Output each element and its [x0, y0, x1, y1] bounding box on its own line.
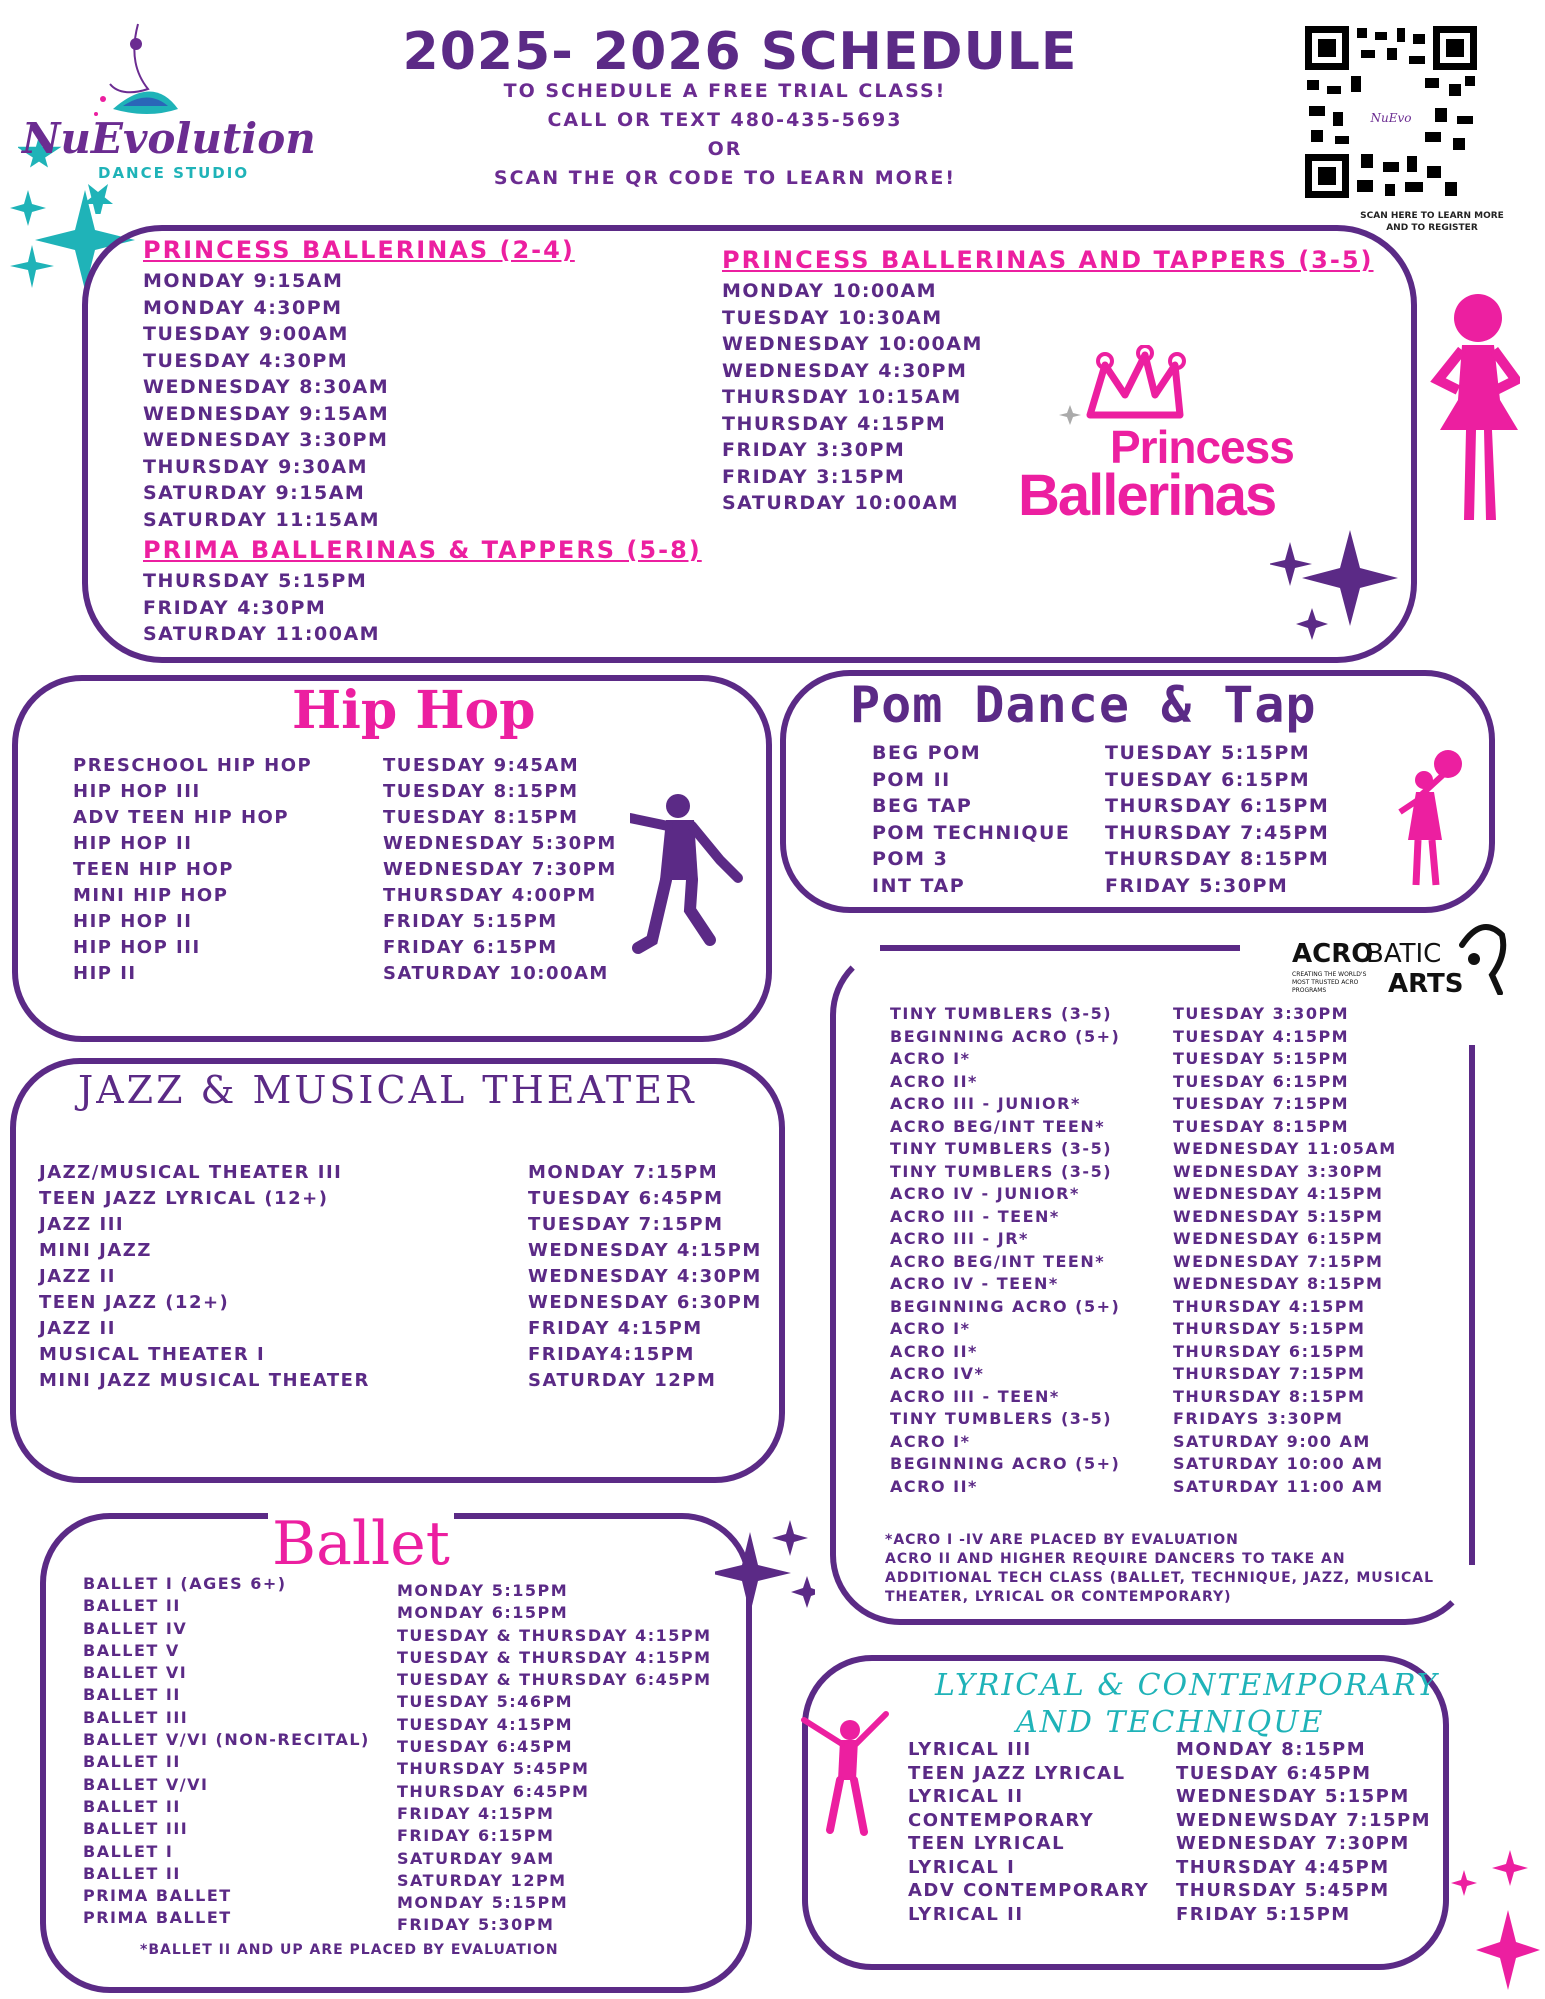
hiphop-title: Hip Hop — [292, 680, 536, 741]
list-item: BALLET II — [83, 1796, 181, 1816]
list-item: WEDNESDAY 3:30PM — [1173, 1161, 1384, 1181]
list-item: BALLET III — [83, 1707, 189, 1727]
list-item: FRIDAY 5:30PM — [1105, 874, 1289, 897]
list-item: ACRO BEG/INT TEEN* — [890, 1116, 1106, 1136]
list-item: THURSDAY 5:45PM — [1176, 1880, 1390, 1901]
list-item: ACRO III - TEEN* — [890, 1386, 1060, 1406]
acro-logo-tagline: CREATING THE WORLD'S MOST TRUSTED ACRO PROGRAMS — [1292, 971, 1367, 994]
list-item: TEEN LYRICAL — [908, 1833, 1066, 1854]
acro-note-4: THEATER, LYRICAL OR CONTEMPORARY) — [885, 1589, 1232, 1605]
list-item: ACRO II* — [890, 1341, 978, 1361]
list-item: BEGINNING ACRO (5+) — [890, 1026, 1121, 1046]
list-item: SATURDAY 11:15AM — [143, 508, 381, 531]
list-item: TUESDAY 6:15PM — [1105, 768, 1311, 791]
list-item: FRIDAY 3:15PM — [722, 465, 906, 488]
list-item: ACRO IV - JUNIOR* — [890, 1184, 1080, 1203]
list-item: FRIDAY 4:15PM — [397, 1803, 555, 1823]
list-item: TUESDAY 9:00AM — [143, 323, 349, 345]
list-item: THURSDAY 7:45PM — [1105, 821, 1330, 844]
page-title: 2025- 2026 SCHEDULE — [402, 22, 1078, 82]
list-item: ACRO IV* — [890, 1364, 985, 1383]
header-line-1: TO SCHEDULE A FREE TRIAL CLASS! — [503, 80, 947, 102]
list-item: SATURDAY 9AM — [397, 1848, 555, 1868]
list-item: FRIDAY 4:30PM — [143, 596, 327, 619]
list-item: JAZZ III — [39, 1214, 125, 1235]
list-item: TUESDAY 8:15PM — [383, 807, 579, 828]
list-item: WEDNESDAY 11:05AM — [1173, 1139, 1397, 1158]
ballet-note: *BALLET II AND UP ARE PLACED BY EVALUATION — [140, 1942, 559, 1958]
list-item: WEDNESDAY 7:30PM — [383, 859, 617, 880]
jazz-classes — [39, 1160, 370, 1394]
lyrical-classes — [908, 1738, 1149, 1926]
acro-logo — [1292, 935, 1512, 1005]
list-item: POM TECHNIQUE — [872, 821, 1071, 844]
list-item: MONDAY 5:15PM — [397, 1893, 569, 1913]
list-item: TUESDAY 3:30PM — [1173, 1004, 1350, 1023]
list-item: TUESDAY & THURSDAY 4:15PM — [397, 1625, 712, 1645]
header-line-4: SCAN THE QR CODE TO LEARN MORE! — [493, 167, 957, 189]
list-item: WEDNESDAY 5:15PM — [1176, 1786, 1410, 1807]
purple-sparkle-icon — [1270, 530, 1400, 640]
cheerleader-icon — [1390, 750, 1470, 890]
list-item: BALLET V — [83, 1640, 180, 1660]
list-item: WEDNESDAY 4:15PM — [528, 1240, 762, 1261]
qr-code[interactable] — [1305, 26, 1477, 198]
list-item: BALLET III — [83, 1819, 189, 1839]
list-item: JAZZ II — [39, 1266, 116, 1287]
list-item: SATURDAY 9:00 AM — [1173, 1431, 1371, 1451]
list-item: TUESDAY 5:46PM — [397, 1692, 574, 1712]
list-item: THURSDAY 6:15PM — [1105, 795, 1330, 817]
list-item: WEDNESDAY 10:00AM — [722, 333, 983, 355]
list-item: MINI HIP HOP — [73, 885, 229, 906]
list-item: HIP HOP II — [73, 911, 193, 932]
list-item: ACRO I* — [890, 1319, 971, 1338]
pom-times — [1105, 740, 1329, 899]
list-item: THURSDAY 5:15PM — [1173, 1319, 1366, 1338]
list-item: WEDNESDAY 4:30PM — [528, 1266, 762, 1287]
list-item: BALLET II — [83, 1685, 181, 1705]
list-item: WEDNESDAY 9:15AM — [143, 402, 390, 425]
list-item: LYRICAL I — [908, 1856, 1016, 1878]
acro-top-line — [880, 945, 1240, 951]
list-item: THURSDAY 6:15PM — [1173, 1341, 1366, 1361]
gymnast-icon — [1452, 915, 1512, 995]
list-item: TEEN HIP HOP — [73, 859, 234, 880]
list-item: BALLET V/VI (NON-RECITAL) — [83, 1730, 370, 1750]
list-item: THURSDAY 4:15PM — [1173, 1296, 1366, 1316]
acro-note-3: ADDITIONAL TECH CLASS (BALLET, TECHNIQUE, JAZZ, MUSICAL — [885, 1570, 1434, 1586]
ballet-classes — [83, 1573, 370, 1930]
ballet-times — [397, 1580, 712, 1937]
jazz-times — [528, 1160, 762, 1394]
prima-heading: PRIMA BALLERINAS & TAPPERS (5-8) — [143, 536, 702, 564]
list-item: WEDNESDAY 4:15PM — [1173, 1184, 1384, 1203]
list-item: TINY TUMBLERS (3-5) — [890, 1004, 1113, 1023]
list-item: FRIDAY4:15PM — [528, 1344, 695, 1365]
list-item: THURSDAY 4:15PM — [722, 412, 947, 435]
list-item: BALLET I — [83, 1841, 174, 1861]
list-item: LYRICAL III — [908, 1739, 1032, 1760]
list-item: MONDAY 4:30PM — [143, 296, 343, 319]
list-item: INT TAP — [872, 874, 966, 897]
list-item: THURSDAY 7:15PM — [1173, 1364, 1366, 1383]
list-item: MONDAY 7:15PM — [528, 1162, 719, 1183]
ballerina-silhouette-icon — [1430, 290, 1520, 540]
acro-logo-b: BATIC — [1366, 939, 1442, 969]
list-item: MUSICAL THEATER I — [39, 1344, 266, 1365]
list-item: SATURDAY 11:00AM — [143, 623, 381, 645]
list-item: TUESDAY 4:15PM — [397, 1714, 574, 1734]
header-line-3: OR — [707, 138, 743, 160]
lyrical-times — [1176, 1738, 1431, 1926]
list-item: FRIDAY 5:15PM — [383, 911, 558, 932]
list-item: ACRO BEG/INT TEEN* — [890, 1251, 1106, 1271]
list-item: WEDNESDAY 8:15PM — [1173, 1274, 1384, 1293]
pom-classes — [872, 740, 1070, 899]
list-item: THURSDAY 8:15PM — [1105, 848, 1330, 870]
list-item: WEDNESDAY 6:15PM — [1173, 1229, 1384, 1248]
list-item: WEDNESDAY 6:30PM — [528, 1292, 762, 1313]
list-item: SATURDAY 9:15AM — [143, 482, 366, 504]
lyrical-title-1: LYRICAL & CONTEMPORARY — [935, 1668, 1439, 1703]
acro-logo-c: ARTS — [1388, 969, 1464, 999]
list-item: TUESDAY & THURSDAY 4:15PM — [397, 1647, 712, 1667]
acro-right-line — [1469, 1045, 1475, 1565]
princess-3-5-list — [722, 278, 983, 517]
list-item: THURSDAY 5:15PM — [143, 570, 368, 592]
logo-brand: NuEvolution — [22, 114, 316, 163]
list-item: TEEN JAZZ LYRICAL (12+) — [39, 1188, 329, 1209]
list-item: BEGINNING ACRO (5+) — [890, 1454, 1121, 1473]
purple-sparkle-icon — [715, 1520, 815, 1620]
acro-note-2: ACRO II AND HIGHER REQUIRE DANCERS TO TAKE AN — [885, 1551, 1346, 1567]
list-item: WEDNESDAY 7:15PM — [1173, 1251, 1384, 1271]
list-item: ADV CONTEMPORARY — [908, 1880, 1150, 1901]
svg-text:NuEvo: NuEvo — [1370, 111, 1412, 125]
list-item: TUESDAY 4:30PM — [143, 349, 349, 372]
list-item: ACRO IV - TEEN* — [890, 1274, 1059, 1293]
list-item: BEGINNING ACRO (5+) — [890, 1296, 1121, 1316]
list-item: JAZZ II — [39, 1318, 116, 1339]
list-item: MONDAY 8:15PM — [1176, 1739, 1367, 1760]
list-item: THURSDAY 10:15AM — [722, 386, 962, 408]
acro-logo-a: ACRO — [1292, 939, 1374, 969]
list-item: TINY TUMBLERS (3-5) — [890, 1161, 1113, 1181]
list-item: TUESDAY 10:30AM — [722, 306, 943, 329]
list-item: FRIDAYS 3:30PM — [1173, 1409, 1344, 1428]
list-item: WEDNESDAY 7:30PM — [1176, 1833, 1410, 1854]
list-item: BALLET II — [83, 1596, 181, 1616]
list-item: SATURDAY 12PM — [528, 1370, 717, 1391]
hiphop-classes — [73, 753, 312, 987]
list-item: WEDNESDAY 5:30PM — [383, 833, 617, 854]
lyrical-title-2: AND TECHNIQUE — [1016, 1705, 1325, 1740]
jazz-title: JAZZ & MUSICAL THEATER — [78, 1068, 697, 1112]
list-item: BEG POM — [872, 742, 982, 764]
list-item: FRIDAY 5:30PM — [397, 1915, 555, 1935]
list-item: TUESDAY 7:15PM — [1173, 1094, 1350, 1113]
list-item: BALLET I (AGES 6+) — [83, 1574, 287, 1593]
list-item: FRIDAY 6:15PM — [397, 1826, 555, 1846]
list-item: HIP II — [73, 963, 137, 984]
list-item: TUESDAY & THURSDAY 6:45PM — [397, 1670, 712, 1690]
list-item: BALLET VI — [83, 1663, 188, 1683]
list-item: SATURDAY 12PM — [397, 1870, 567, 1890]
list-item: LYRICAL II — [908, 1903, 1024, 1925]
list-item: ACRO II* — [890, 1476, 978, 1496]
princess-3-5-heading: PRINCESS BALLERINAS AND TAPPERS (3-5) — [722, 246, 1374, 274]
list-item: MONDAY 6:15PM — [397, 1603, 569, 1623]
list-item: TUESDAY 6:45PM — [397, 1737, 574, 1757]
list-item: SATURDAY 10:00AM — [722, 492, 960, 514]
hiphop-dancer-icon — [630, 790, 745, 960]
list-item: TUESDAY 6:45PM — [528, 1188, 724, 1209]
acro-classes — [890, 1003, 1120, 1498]
list-item: THURSDAY 4:00PM — [383, 885, 597, 906]
list-item: BALLET II — [83, 1752, 181, 1772]
princess-logo-line1: Princess — [1110, 421, 1294, 473]
list-item: TEEN JAZZ LYRICAL — [908, 1762, 1126, 1784]
list-item: BALLET II — [83, 1863, 181, 1883]
princess-2-4-list — [143, 268, 389, 533]
list-item: HIP HOP III — [73, 781, 201, 802]
list-item: PRIMA BALLET — [83, 1886, 232, 1906]
list-item: PRIMA BALLET — [83, 1908, 232, 1928]
list-item: ACRO II* — [890, 1071, 978, 1091]
list-item: CONTEMPORARY — [908, 1809, 1095, 1831]
list-item: MINI JAZZ — [39, 1240, 152, 1261]
list-item: FRIDAY 3:30PM — [722, 439, 906, 461]
list-item: TUESDAY 7:15PM — [528, 1214, 724, 1235]
list-item: TUESDAY 4:15PM — [1173, 1026, 1350, 1046]
list-item: THURSDAY 9:30AM — [143, 455, 369, 478]
list-item: TUESDAY 8:15PM — [1173, 1116, 1350, 1136]
list-item: THURSDAY 6:45PM — [397, 1781, 590, 1801]
qr-code-icon — [1305, 26, 1477, 198]
list-item: TEEN JAZZ (12+) — [39, 1292, 230, 1313]
list-item: PRESCHOOL HIP HOP — [73, 755, 313, 776]
list-item: BEG TAP — [872, 795, 973, 817]
list-item: TUESDAY 9:45AM — [383, 755, 580, 776]
list-item: SATURDAY 10:00 AM — [1173, 1454, 1384, 1473]
list-item: WEDNESDAY 3:30PM — [143, 429, 389, 451]
list-item: ACRO III - JR* — [890, 1229, 1029, 1248]
list-item: WEDNESDAY 5:15PM — [1173, 1206, 1384, 1226]
list-item: THURSDAY 5:45PM — [397, 1759, 590, 1779]
list-item: JAZZ/MUSICAL THEATER III — [39, 1162, 343, 1183]
list-item: TUESDAY 5:15PM — [1173, 1049, 1350, 1068]
list-item: WEDNESDAY 8:30AM — [143, 376, 390, 398]
list-item: TUESDAY 6:45PM — [1176, 1762, 1372, 1784]
prima-list — [143, 568, 380, 648]
list-item: POM 3 — [872, 848, 949, 870]
list-item: HIP HOP III — [73, 937, 201, 958]
list-item: ACRO I* — [890, 1431, 971, 1451]
studio-logo — [18, 14, 316, 214]
list-item: WEDNESDAY 4:30PM — [722, 359, 968, 382]
list-item: BALLET IV — [83, 1618, 188, 1638]
acro-times — [1173, 1003, 1397, 1498]
list-item: ADV TEEN HIP HOP — [73, 807, 290, 828]
ballet-title: Ballet — [268, 1508, 454, 1580]
list-item: FRIDAY 6:15PM — [383, 937, 558, 958]
list-item: LYRICAL II — [908, 1786, 1024, 1807]
princess-logo-line2: Ballerinas — [1018, 463, 1276, 528]
list-item: TUESDAY 5:15PM — [1105, 742, 1311, 764]
qr-caption: SCAN HERE TO LEARN MORE AND TO REGISTER — [1360, 211, 1504, 233]
list-item: TUESDAY 6:15PM — [1173, 1071, 1350, 1091]
hiphop-times — [383, 753, 617, 987]
list-item: THURSDAY 8:15PM — [1173, 1386, 1366, 1406]
list-item: ACRO III - TEEN* — [890, 1206, 1060, 1226]
list-item: TINY TUMBLERS (3-5) — [890, 1139, 1113, 1158]
acro-note-1: *ACRO I -IV ARE PLACED BY EVALUATION — [885, 1532, 1239, 1548]
header-line-2: CALL OR TEXT 480-435-5693 — [547, 109, 903, 131]
pom-title: Pom Dance & Tap — [850, 676, 1317, 734]
list-item: SATURDAY 11:00 AM — [1173, 1476, 1384, 1496]
princess-2-4-heading: PRINCESS BALLERINAS (2-4) — [143, 236, 575, 264]
list-item: MONDAY 5:15PM — [397, 1581, 569, 1600]
list-item: POM II — [872, 768, 951, 791]
list-item: HIP HOP II — [73, 833, 193, 854]
list-item: FRIDAY 5:15PM — [1176, 1903, 1351, 1925]
list-item: ACRO I* — [890, 1049, 971, 1068]
list-item: TUESDAY 8:15PM — [383, 781, 579, 802]
list-item: MINI JAZZ MUSICAL THEATER — [39, 1370, 370, 1391]
list-item: ACRO III - JUNIOR* — [890, 1094, 1081, 1113]
logo-sub: DANCE STUDIO — [98, 164, 250, 182]
list-item: THURSDAY 4:45PM — [1176, 1856, 1390, 1878]
list-item: MONDAY 10:00AM — [722, 280, 938, 302]
pink-sparkle-icon — [1450, 1850, 1540, 1995]
list-item: MONDAY 9:15AM — [143, 270, 344, 292]
list-item: FRIDAY 4:15PM — [528, 1318, 703, 1339]
list-item: BALLET V/VI — [83, 1774, 209, 1794]
list-item: TINY TUMBLERS (3-5) — [890, 1409, 1113, 1428]
lyrical-dancer-icon — [800, 1700, 890, 1840]
list-item: SATURDAY 10:00AM — [383, 963, 609, 984]
list-item: WEDNEWSDAY 7:15PM — [1176, 1809, 1432, 1831]
